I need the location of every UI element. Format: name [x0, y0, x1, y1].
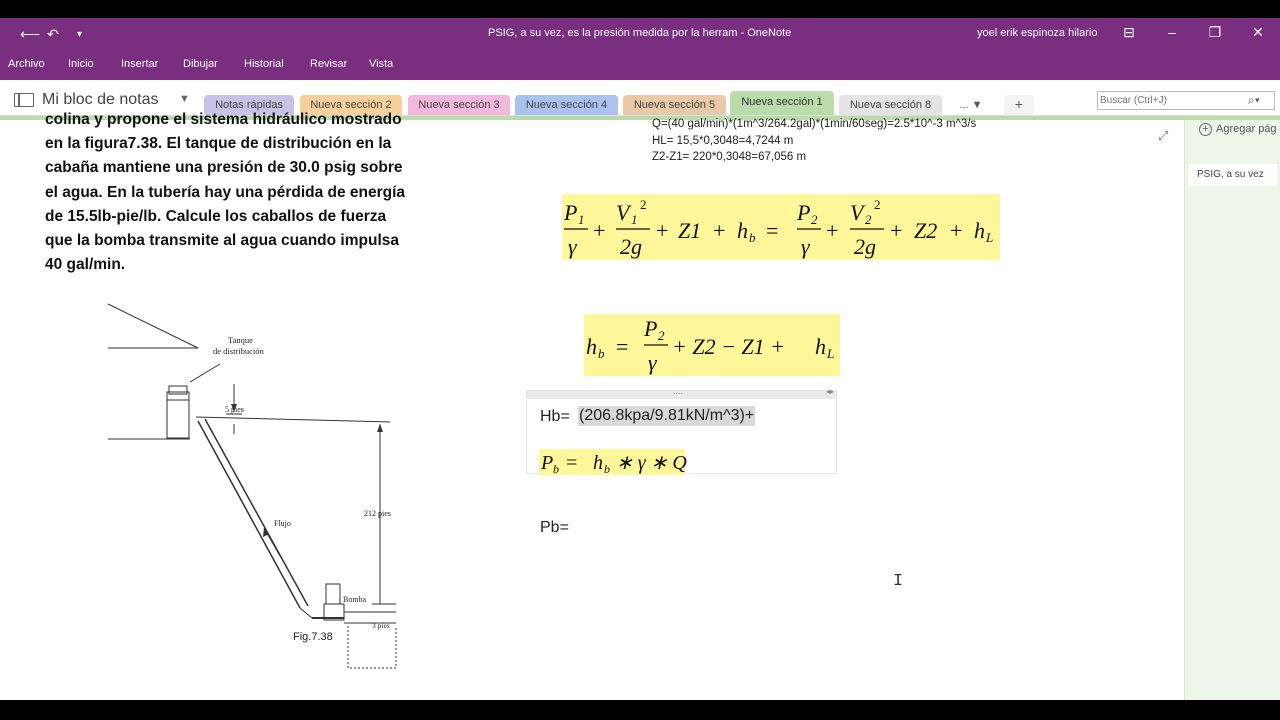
- menu-revisar[interactable]: Revisar: [310, 58, 348, 70]
- eq2-hb-sub: b: [598, 346, 605, 361]
- eq2-p2: P: [644, 316, 658, 341]
- eq1-v2-sq: 2: [874, 197, 881, 212]
- eq1-equals: =: [766, 218, 779, 243]
- pb-equals: =: [561, 452, 583, 474]
- user-name[interactable]: yoel erik espinoza hilario: [977, 27, 1098, 39]
- window-title: PSIG, a su vez, es la presión medida por la herram - OneNote: [488, 27, 792, 39]
- dimension-5-pies: 5 pies: [225, 405, 244, 414]
- screen-bottom-edge: [0, 700, 1280, 720]
- eq1-plus-3: +: [713, 218, 726, 243]
- tab-nueva-seccion-4[interactable]: Nueva sección 4: [515, 95, 618, 115]
- eq1-v1-sq: 2: [640, 197, 647, 212]
- eq1-z1: Z1: [678, 218, 702, 243]
- undo-icon[interactable]: ↶: [47, 26, 59, 42]
- chevron-down-icon[interactable]: ▼: [179, 93, 190, 105]
- flow-label: Flujo: [274, 519, 291, 528]
- eq2-rest: + Z2 − Z1 +: [672, 334, 791, 359]
- hb-value-selected[interactable]: (206.8kpa/9.81kN/m^3)+: [579, 407, 755, 424]
- eq1-hb: h: [737, 218, 748, 243]
- close-icon[interactable]: ✕: [1252, 24, 1264, 40]
- pb-text[interactable]: Pb=: [540, 519, 569, 536]
- calc-line: Z2-Z1= 220*0,3048=67,056 m: [652, 151, 807, 163]
- resize-arrows-icon[interactable]: ◂▸: [825, 387, 834, 396]
- tank-label-2: de distribución: [213, 346, 264, 356]
- pb-p: P: [541, 452, 554, 474]
- note-page[interactable]: [0, 111, 1184, 700]
- menu-insertar[interactable]: Insertar: [121, 58, 159, 70]
- eq1-2g-1: 2g: [620, 234, 642, 259]
- add-page-button[interactable]: [1199, 123, 1277, 136]
- tank-label: Tanque: [228, 335, 253, 345]
- problem-statement[interactable]: [45, 108, 465, 277]
- restore-icon[interactable]: ❐: [1208, 24, 1222, 40]
- eq1-plus-4: +: [826, 218, 839, 243]
- search-icon[interactable]: ⌕▾: [1248, 93, 1260, 107]
- pages-pane: [1184, 120, 1280, 700]
- add-page-label: Agregar pág: [1216, 123, 1277, 135]
- bernoulli-equation[interactable]: [562, 194, 1000, 260]
- pb-h-sub: b: [604, 462, 610, 476]
- eq1-plus-2: +: [656, 218, 669, 243]
- notebook-icon[interactable]: [14, 93, 34, 107]
- eq1-plus-1: +: [593, 218, 606, 243]
- add-section-button[interactable]: +: [1004, 95, 1034, 115]
- eq1-hl: h: [974, 218, 985, 243]
- pb-sub: b: [553, 462, 559, 476]
- chevron-down-icon: ▼: [971, 99, 983, 111]
- eq1-p1-sub: 1: [578, 212, 585, 227]
- problem-line: colina y propone el sistema hidráulico mostrado: [45, 111, 402, 128]
- drag-dots-icon: ....: [673, 386, 684, 396]
- menu-historial[interactable]: Historial: [244, 58, 284, 70]
- plus-icon: +: [1199, 123, 1212, 136]
- dimension-3-pies: 3 pies: [372, 621, 390, 630]
- eq1-hb-sub: b: [749, 230, 756, 245]
- container-drag-handle[interactable]: [527, 386, 836, 399]
- pump-label: Bomba: [343, 595, 367, 604]
- eq1-p2-sub: 2: [811, 212, 818, 227]
- note-container[interactable]: [526, 386, 837, 476]
- eq2-equals: =: [616, 334, 629, 359]
- problem-line: 40 gal/min.: [45, 256, 126, 274]
- eq2-hl-sub: L: [827, 346, 835, 361]
- eq1-v2-sub: 2: [865, 212, 872, 227]
- eq1-2g-2: 2g: [854, 234, 876, 259]
- notebook-name[interactable]: Mi bloc de notas: [42, 91, 159, 108]
- figure-caption: Fig.7.38: [293, 631, 333, 643]
- calculation-notes[interactable]: [652, 116, 976, 166]
- dimension-212-pies: 212 pies: [364, 509, 391, 518]
- problem-line: en la figura7.38. El tanque de distribución en la: [45, 135, 392, 153]
- more-sections-button[interactable]: [950, 95, 992, 115]
- problem-line: cabaña mantiene una presión de 30.0 psig sobre: [45, 159, 403, 177]
- eq2-hl: h: [815, 334, 826, 359]
- hb-label[interactable]: Hb=: [540, 408, 570, 425]
- menu-dibujar[interactable]: Dibujar: [183, 58, 218, 70]
- text-cursor-icon: I: [893, 572, 904, 591]
- eq2-hb: h: [586, 334, 597, 359]
- problem-line: que la bomba transmite al agua cuando impulsa: [45, 232, 399, 250]
- eq1-p2: P: [797, 200, 811, 225]
- page-item[interactable]: PSIG, a su vez: [1189, 164, 1277, 186]
- ribbon-menu: [0, 50, 1280, 80]
- pump-head-equation[interactable]: [584, 314, 840, 376]
- search-box[interactable]: [1097, 91, 1275, 110]
- eq1-v2: V: [850, 200, 864, 225]
- eq1-v1: V: [616, 200, 630, 225]
- calc-line: HL= 15,5*0,3048=4,7244 m: [652, 134, 794, 147]
- menu-archivo[interactable]: Archivo: [8, 58, 45, 70]
- eq1-v1-sub: 1: [631, 212, 638, 227]
- tab-nueva-seccion-3[interactable]: Nueva sección 3: [408, 95, 510, 115]
- tab-nueva-seccion-8[interactable]: Nueva sección 8: [839, 95, 942, 115]
- tab-notas-rapidas[interactable]: Notas rápidas: [204, 95, 294, 115]
- tab-nueva-seccion-2[interactable]: Nueva sección 2: [300, 95, 402, 115]
- search-input[interactable]: [1100, 93, 1240, 108]
- power-equation[interactable]: [539, 449, 685, 475]
- eq2-p2-sub: 2: [658, 328, 665, 343]
- eq1-z2: Z2: [914, 218, 938, 243]
- eq1-p1: P: [564, 200, 578, 225]
- eq2-gamma: γ: [648, 350, 657, 375]
- tab-nueva-seccion-1[interactable]: Nueva sección 1: [730, 91, 834, 115]
- menu-vista[interactable]: Vista: [369, 58, 394, 70]
- problem-line: de 15.5lb-pie/lb. Calcule los caballos de fuerza: [45, 207, 387, 225]
- problem-line: el agua. En la tubería hay una pérdida de energía: [45, 183, 406, 201]
- minimize-icon[interactable]: –: [1168, 24, 1176, 40]
- tab-nueva-seccion-5[interactable]: Nueva sección 5: [623, 95, 726, 115]
- eq1-gamma-2: γ: [801, 234, 810, 259]
- hydraulic-system-figure: [100, 296, 410, 676]
- eq1-gamma-1: γ: [568, 234, 577, 259]
- quick-access-chevron-icon[interactable]: ▾: [77, 29, 83, 40]
- more-sections-label: ...: [959, 99, 969, 111]
- eq1-hl-sub: L: [986, 230, 994, 245]
- title-bar: [0, 18, 1280, 50]
- pb-tail: ∗ γ ∗ Q: [611, 452, 687, 474]
- eq1-plus-6: +: [950, 218, 963, 243]
- back-arrow-icon[interactable]: ⟵: [20, 26, 41, 42]
- eq1-plus-5: +: [890, 218, 903, 243]
- calc-line: Q=(40 gal/min)*(1m^3/264.2gal)*(1min/60seg)=2.5*10^-3 m^3/s: [652, 118, 977, 130]
- screen-top-edge: [0, 0, 1280, 18]
- pb-h: h: [593, 452, 603, 474]
- fullscreen-icon[interactable]: ⊟: [1123, 24, 1135, 40]
- menu-inicio[interactable]: Inicio: [68, 58, 94, 70]
- expand-icon[interactable]: ⤢: [1158, 128, 1169, 143]
